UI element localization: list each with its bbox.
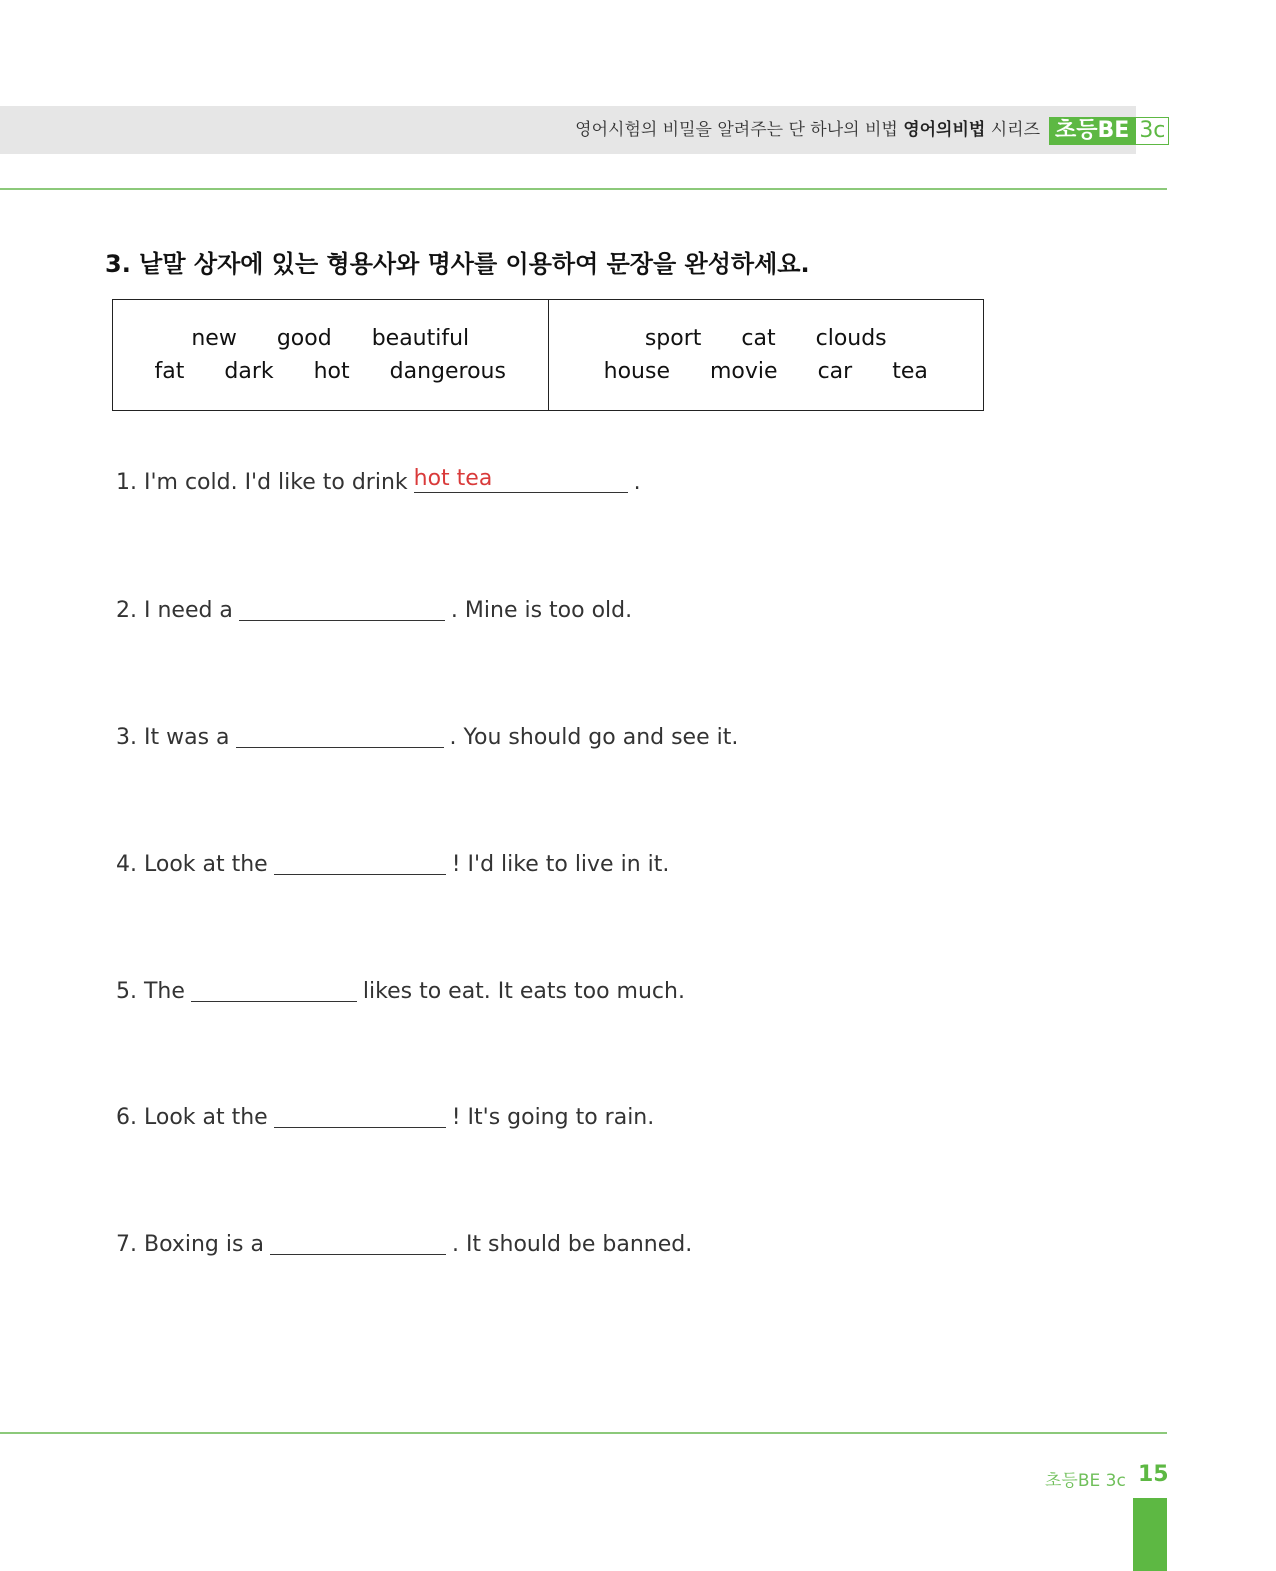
top-divider [0, 188, 1167, 190]
bottom-divider [0, 1432, 1167, 1434]
sentence-7: 7. Boxing is a . It should be banned. [116, 1230, 692, 1257]
level-badge [1049, 117, 1169, 145]
answer-blank[interactable] [191, 975, 357, 1002]
series-text: 영어시험의 비밀을 알려주는 단 하나의 비법 영어의비법 시리즈 [575, 120, 1040, 140]
badge-main: 초등BE [1049, 117, 1135, 145]
noun-row-1 [645, 326, 887, 351]
sentence-6: 6. Look at the ! It's going to rain. [116, 1103, 654, 1130]
noun-row-2 [604, 359, 928, 384]
answer-blank[interactable] [274, 1101, 446, 1128]
badge-level: 3c [1135, 117, 1169, 145]
word: clouds [815, 326, 887, 351]
word: dark [224, 359, 274, 384]
word: new [191, 326, 237, 351]
answer-blank[interactable] [270, 1228, 446, 1255]
sentence-3: 3. It was a . You should go and see it. [116, 723, 738, 750]
word: tea [892, 359, 928, 384]
answer-blank[interactable] [236, 721, 444, 748]
sentence-5: 5. The likes to eat. It eats too much. [116, 977, 685, 1004]
word: movie [710, 359, 778, 384]
sentence-4: 4. Look at the ! I'd like to live in it. [116, 850, 669, 877]
adjective-column [113, 300, 548, 410]
noun-column [548, 300, 984, 410]
sentence-2: 2. I need a . Mine is too old. [116, 596, 632, 623]
word: good [276, 326, 332, 351]
page-number: 15 [1138, 1462, 1169, 1487]
word: sport [644, 326, 702, 351]
page-tab [1133, 1498, 1167, 1571]
word: dangerous [389, 359, 506, 384]
exercise-instruction: 3. 낱말 상자에 있는 형용사와 명사를 이용하여 문장을 완성하세요. [105, 250, 810, 278]
word: fat [154, 359, 185, 384]
adjective-row-1 [191, 326, 469, 351]
answer-blank[interactable]: hot tea [414, 466, 628, 493]
sentence-1: 1. I'm cold. I'd like to drink hot tea . [116, 466, 641, 495]
word: hot [313, 359, 350, 384]
word: house [603, 359, 670, 384]
word-box [112, 299, 984, 411]
footer-book-label: 초등BE 3c [1045, 1471, 1126, 1491]
word: cat [741, 326, 776, 351]
word: beautiful [371, 326, 470, 351]
answer-blank[interactable] [274, 848, 446, 875]
word: car [817, 359, 853, 384]
answer-blank[interactable] [239, 594, 445, 621]
adjective-row-2 [155, 359, 506, 384]
